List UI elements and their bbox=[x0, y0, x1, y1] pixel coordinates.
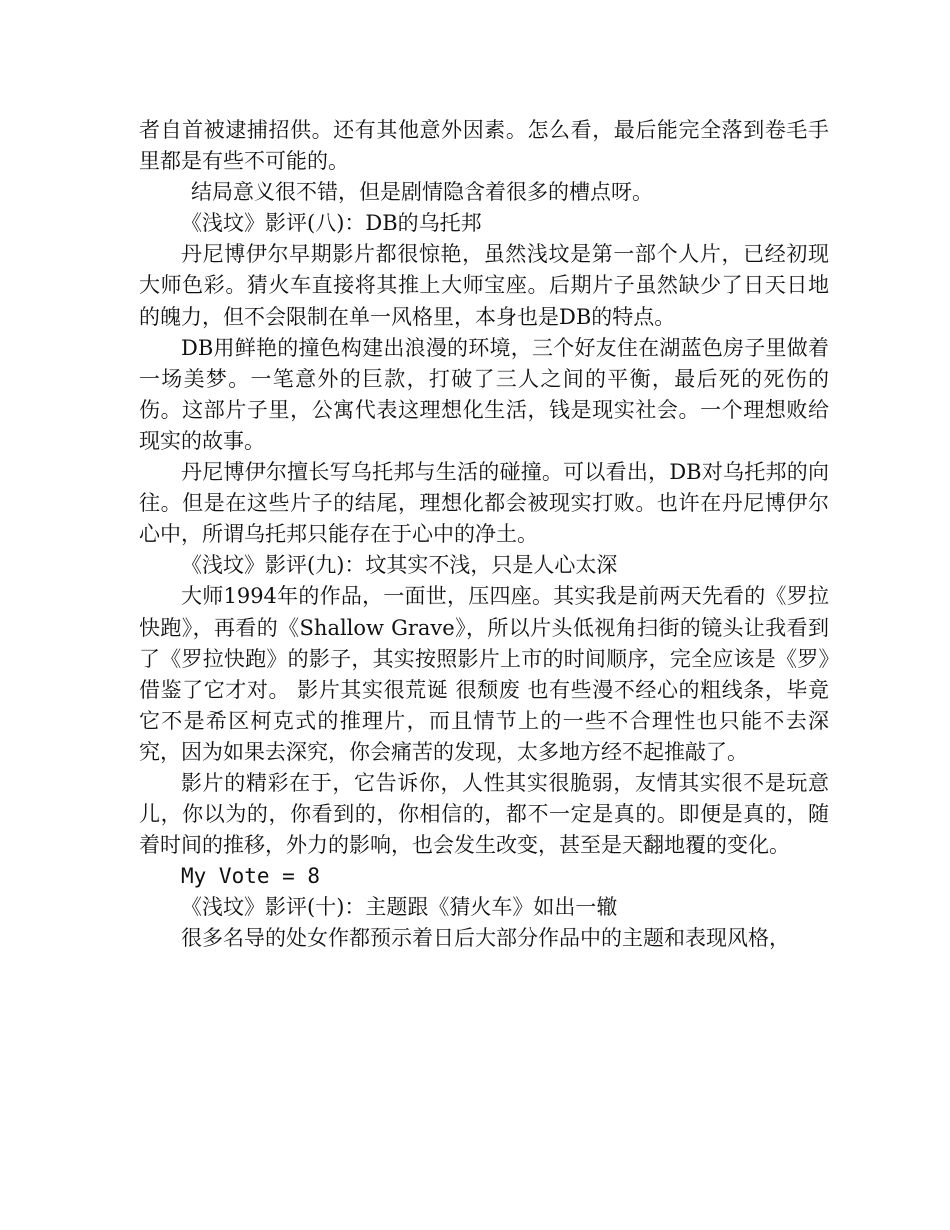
paragraph: 丹尼博伊尔早期影片都很惊艳，虽然浅坟是第一部个人片，已经初现大师色彩。猜火车直接将其推上大师宝座。后期片子虽然缺少了日天日地的魄力，但不会限制在单一风格里，本身也是DB的特点。 bbox=[139, 242, 829, 329]
paragraph: 大师1994年的作品，一面世，压四座。其实我是前两天先看的《罗拉快跑》，再看的《Shallow Grave》，所以片头低视角扫街的镜头让我看到了《罗拉快跑》的影子，其实按照影片上市的时间顺序，完全应该是《罗》借鉴了它才对。 影片其实很荒诞 很颓废 也有些漫不经心的粗线条，毕竟它不是希区柯克式的推理片，而且情节上的一些不合理性也只能不去深究，因为如果去深究，你会痛苦的发现，太多地方经不起推敲了。 bbox=[139, 584, 829, 764]
review-heading-9: 《浅坟》影评(九)：坟其实不浅，只是人心太深 bbox=[181, 553, 618, 578]
paragraph-continuation: 者自首被逮捕招供。还有其他意外因素。怎么看，最后能完全落到卷毛手里都是有些不可能的。 bbox=[139, 118, 829, 174]
body-text bbox=[139, 115, 829, 955]
review-heading-10: 《浅坟》影评(十)：主题跟《猜火车》如出一辙 bbox=[181, 895, 618, 920]
review-heading-8: 《浅坟》影评(八)：DB的乌托邦 bbox=[181, 211, 482, 236]
paragraph: 影片的精彩在于，它告诉你，人性其实很脆弱，友情其实很不是玩意儿，你以为的，你看到的，你相信的，都不一定是真的。即便是真的，随着时间的推移，外力的影响，也会发生改变，甚至是天翻地覆的变化。 bbox=[139, 770, 829, 858]
paragraph: 丹尼博伊尔擅长写乌托邦与生活的碰撞。可以看出，DB对乌托邦的向往。但是在这些片子的结尾，理想化都会被现实打败。也许在丹尼博伊尔心中，所谓乌托邦只能存在于心中的净土。 bbox=[139, 460, 829, 547]
vote-line: My Vote = 8 bbox=[181, 864, 321, 889]
paragraph: 很多名导的处女作都预示着日后大部分作品中的主题和表现风格， bbox=[181, 926, 790, 951]
paragraph-summary: 结局意义很不错，但是剧情隐含着很多的槽点呀。 bbox=[191, 180, 653, 205]
paragraph: DB用鲜艳的撞色构建出浪漫的环境，三个好友住在湖蓝色房子里做着一场美梦。一笔意外的巨款，打破了三人之间的平衡，最后死的死伤的伤。这部片子里，公寓代表这理想化生活，钱是现实社会。一个理想败给现实的故事。 bbox=[139, 335, 829, 453]
